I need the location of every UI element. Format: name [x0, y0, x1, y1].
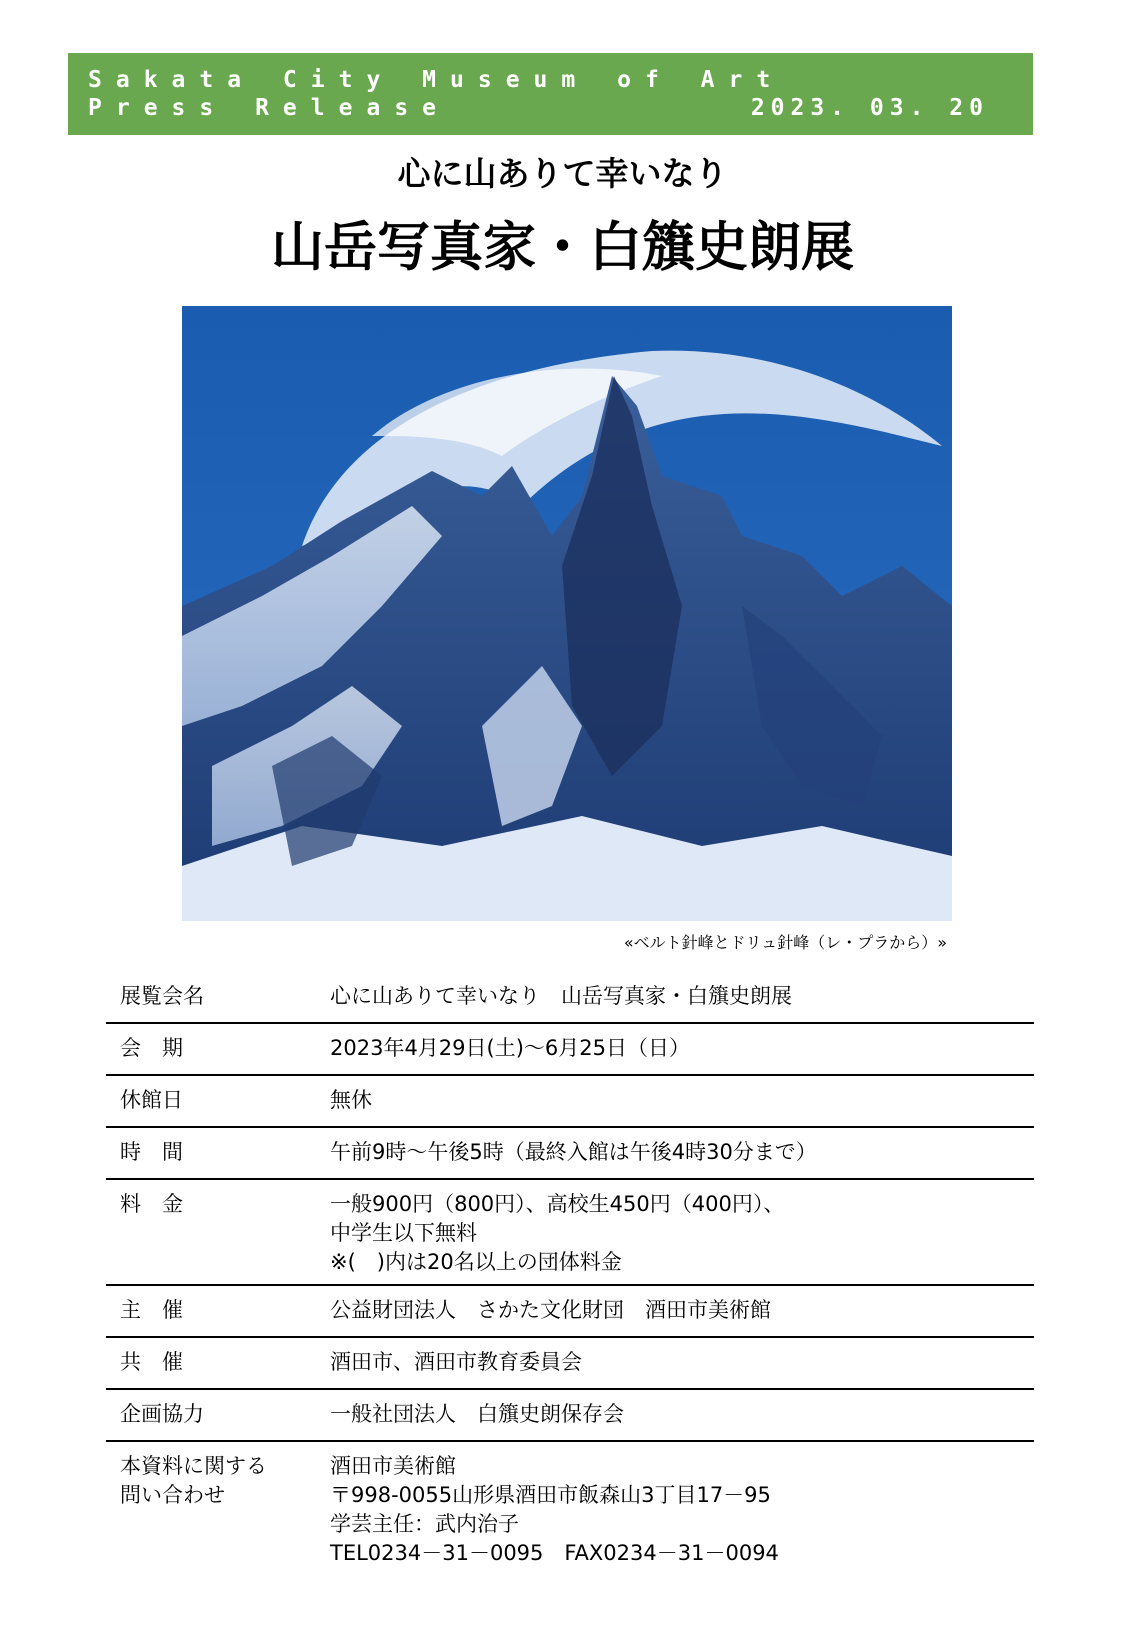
exhibition-title: 山岳写真家・白籏史朗展 — [271, 217, 854, 278]
value-closed: 無休 — [330, 1088, 372, 1112]
value-fees — [330, 1190, 784, 1277]
value-contact — [330, 1452, 779, 1568]
fees-line: 中学生以下無料 — [330, 1221, 477, 1245]
release-date: 2023. 03. 20 — [750, 95, 989, 121]
row-hours — [106, 1128, 1034, 1180]
row-cooperation — [106, 1390, 1034, 1442]
label-fees: 料 金 — [120, 1192, 183, 1216]
value-organizer: 公益財団法人 さかた文化財団 酒田市美術館 — [330, 1298, 771, 1322]
mountain-photo — [182, 306, 952, 921]
value-period: 2023年4月29日(土)～6月25日（日） — [330, 1036, 690, 1060]
contact-line: TEL0234－31－0095 FAX0234－31－0094 — [330, 1541, 779, 1565]
row-fees — [106, 1180, 1034, 1286]
fees-line: ※( )内は20名以上の団体料金 — [330, 1250, 622, 1274]
contact-line: 学芸主任：武内治子 — [330, 1512, 519, 1536]
row-exhibition-name — [106, 972, 1034, 1024]
label-co-organizer: 共 催 — [120, 1350, 183, 1374]
contact-line: 〒998-0055山形県酒田市飯森山3丁目17－95 — [330, 1483, 771, 1507]
label-exhibition-name: 展覧会名 — [120, 984, 204, 1008]
label-closed: 休館日 — [120, 1088, 183, 1112]
value-exhibition-name: 心に山ありて幸いなり 山岳写真家・白籏史朗展 — [330, 984, 792, 1008]
label-hours: 時 間 — [120, 1140, 183, 1164]
label-cooperation: 企画協力 — [120, 1402, 204, 1426]
row-co-organizer — [106, 1338, 1034, 1390]
press-release-label: Press Release — [88, 95, 451, 121]
value-hours: 午前9時～午後5時（最終入館は午後4時30分まで） — [330, 1140, 817, 1164]
header-bar — [68, 53, 1033, 135]
exhibition-subtitle: 心に山ありて幸いなり — [397, 154, 728, 193]
row-organizer — [106, 1286, 1034, 1338]
contact-line: 酒田市美術館 — [330, 1454, 456, 1478]
label-contact: 本資料に関する 問い合わせ — [120, 1454, 267, 1507]
info-table — [106, 972, 1034, 1578]
photo-caption: «ベルト針峰とドリュ針峰（レ・プラから）» — [623, 933, 947, 952]
row-contact — [106, 1442, 1034, 1578]
museum-name: Sakata City Museum of Art — [88, 67, 785, 93]
row-closed — [106, 1076, 1034, 1128]
label-period: 会 期 — [120, 1036, 183, 1060]
fees-line: 一般900円（800円）、高校生450円（400円）、 — [330, 1192, 785, 1216]
label-organizer: 主 催 — [120, 1298, 183, 1322]
value-cooperation: 一般社団法人 白籏史朗保存会 — [330, 1402, 624, 1426]
row-period — [106, 1024, 1034, 1076]
value-co-organizer: 酒田市、酒田市教育委員会 — [330, 1350, 582, 1374]
